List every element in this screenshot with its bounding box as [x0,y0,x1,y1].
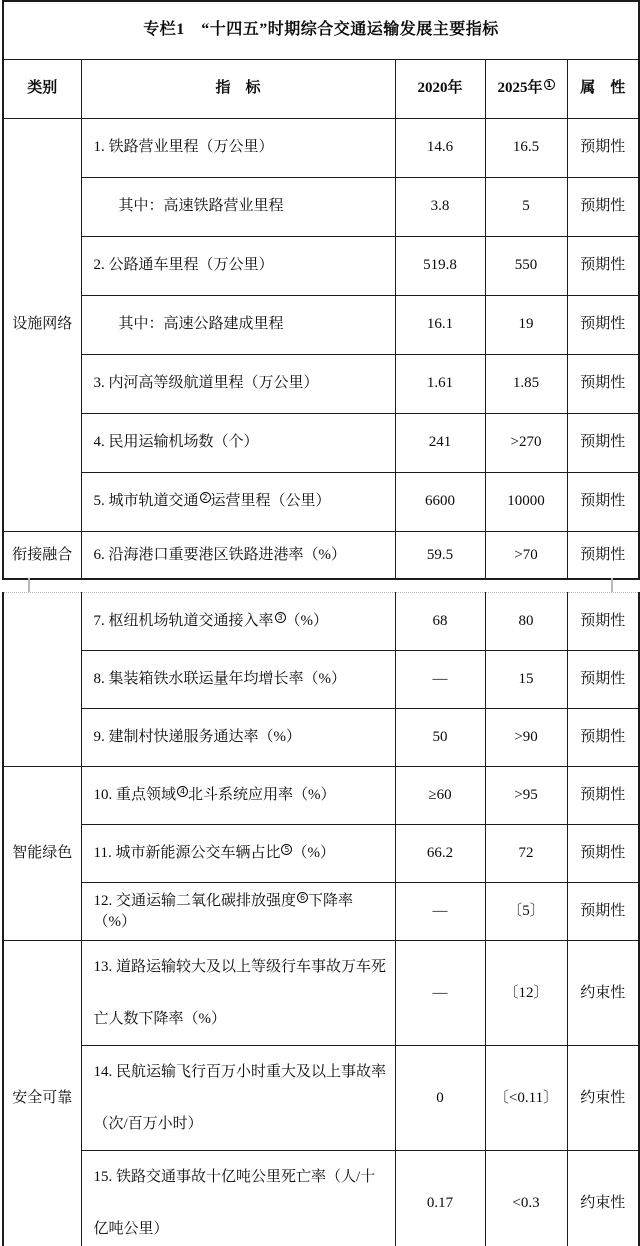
indicator-text: 2. 公路通车里程（万公里） [93,257,274,274]
value-2025-cell: >70 [485,531,567,579]
attribute-cell: 预期性 [567,531,639,579]
indicator-text: 北斗系统应用率（%） [188,787,336,804]
col-header-2025 [485,59,567,118]
value-2025-cell: 〔12〕 [485,941,567,1046]
indicator-cell [81,709,395,767]
value-2020-cell: 68 [395,593,485,651]
indicator-text: 6. 沿海港口重要港区铁路进港率（%） [93,546,346,563]
indicator-cell [81,883,395,941]
indicator-text: 其中：高速铁路营业里程 [118,198,284,215]
value-2020-cell: 16.1 [395,295,485,354]
value-2025-cell: 550 [485,236,567,295]
value-2025-cell: 72 [485,825,567,883]
table-split-tick-right [611,578,613,592]
table-row [3,236,639,295]
table-row [3,295,639,354]
footnote-ref-icon: 2 [200,492,211,503]
value-2020-cell: — [395,883,485,941]
attribute-cell: 预期性 [567,177,639,236]
table-row [3,531,639,579]
category-cell-smart-green: 智能绿色 [3,767,81,941]
footnote-ref-icon: 6 [297,892,308,903]
indicator-cell [81,1046,395,1151]
indicator-cell [81,118,395,177]
attribute-cell: 预期性 [567,593,639,651]
attribute-cell: 预期性 [567,236,639,295]
table-row [3,354,639,413]
indicator-cell [81,1151,395,1246]
table-split-tick-left [28,578,30,592]
table-row [3,651,639,709]
attribute-cell: 预期性 [567,472,639,531]
value-2025-cell: 80 [485,593,567,651]
category-cell-continued [3,593,81,767]
indicator-cell [81,767,395,825]
indicator-text: （%） [292,845,335,862]
col-header-2025-label: 2025年 [497,80,543,97]
value-2020-cell: — [395,651,485,709]
attribute-cell: 约束性 [567,941,639,1046]
attribute-cell: 预期性 [567,413,639,472]
indicator-text: 9. 建制村快递服务通达率（%） [93,729,301,746]
indicator-text: 8. 集装箱铁水联运量年均增长率（%） [93,671,346,688]
indicator-text: 13. 道路运输较大及以上等级行车事故万车死亡人数下降率（%） [93,959,387,1027]
value-2025-cell: 16.5 [485,118,567,177]
table-row [3,825,639,883]
value-2025-cell: 〔<0.11〕 [485,1046,567,1151]
table-row [3,1046,639,1151]
table-row [3,883,639,941]
indicator-cell [81,825,395,883]
value-2020-cell: — [395,941,485,1046]
indicator-text: （%） [285,613,329,630]
footnote-ref-icon: 1 [544,79,555,90]
category-cell-safety: 安全可靠 [3,941,81,1246]
value-2020-cell: 1.61 [395,354,485,413]
value-2025-cell: 19 [485,295,567,354]
indicator-cell [81,354,395,413]
indicator-text: 11. 城市新能源公交车辆占比 [93,845,281,862]
indicator-cell [81,941,395,1046]
attribute-cell: 预期性 [567,354,639,413]
table-row [3,472,639,531]
header-row [3,59,639,118]
indicator-text: 3. 内河高等级航道里程（万公里） [93,375,319,392]
attribute-cell: 约束性 [567,1151,639,1246]
table-row [3,709,639,767]
indicator-text: 其中：高速公路建成里程 [118,316,284,333]
table-row [3,767,639,825]
indicator-cell [81,593,395,651]
indicator-cell [81,236,395,295]
indicator-cell [81,531,395,579]
indicator-text: 运营里程（公里） [210,493,331,510]
attribute-cell: 预期性 [567,825,639,883]
footnote-ref-icon: 5 [281,844,292,855]
value-2025-cell: 15 [485,651,567,709]
value-2025-cell: 1.85 [485,354,567,413]
indicator-text: 5. 城市轨道交通 [93,493,199,510]
value-2025-cell: 〔5〕 [485,883,567,941]
col-header-category: 类别 [3,59,81,118]
value-2020-cell: 66.2 [395,825,485,883]
attribute-cell: 预期性 [567,651,639,709]
table-row [3,118,639,177]
value-2020-cell: 0 [395,1046,485,1151]
title-row [3,1,639,59]
attribute-cell: 预期性 [567,767,639,825]
category-cell-facility-network: 设施网络 [3,118,81,531]
indicator-cell [81,651,395,709]
indicator-text: 15. 铁路交通事故十亿吨公里死亡率（人/十亿吨公里） [93,1169,376,1237]
indicator-text: 1. 铁路营业里程（万公里） [93,139,274,156]
table-title: 专栏1 “十四五”时期综合交通运输发展主要指标 [3,1,639,59]
col-header-attribute: 属 性 [567,59,639,118]
value-2020-cell: ≥60 [395,767,485,825]
footnote-ref-icon: 3 [275,612,286,623]
indicators-table-part1 [2,0,640,580]
value-2020-cell: 0.17 [395,1151,485,1246]
table-row [3,593,639,651]
value-2025-cell: 10000 [485,472,567,531]
indicator-text: 12. 交通运输二氧化碳排放强度 [93,893,297,910]
value-2020-cell: 6600 [395,472,485,531]
value-2020-cell: 14.6 [395,118,485,177]
table-row [3,1151,639,1246]
indicator-cell [81,472,395,531]
value-2025-cell: <0.3 [485,1151,567,1246]
value-2020-cell: 241 [395,413,485,472]
value-2020-cell: 59.5 [395,531,485,579]
value-2025-cell: 5 [485,177,567,236]
value-2025-cell: >90 [485,709,567,767]
attribute-cell: 预期性 [567,709,639,767]
footnote-ref-icon: 4 [177,786,188,797]
attribute-cell: 约束性 [567,1046,639,1151]
value-2025-cell: >95 [485,767,567,825]
attribute-cell: 预期性 [567,883,639,941]
indicator-cell [81,177,395,236]
table-row [3,413,639,472]
indicator-text: 10. 重点领域 [93,787,177,804]
value-2020-cell: 50 [395,709,485,767]
indicator-text: 下降率（%） [93,893,354,930]
table-row [3,941,639,1046]
col-header-2020: 2020年 [395,59,485,118]
col-header-indicator: 指 标 [81,59,395,118]
indicator-cell [81,413,395,472]
value-2020-cell: 3.8 [395,177,485,236]
indicator-text: 4. 民用运输机场数（个） [93,434,259,451]
value-2025-cell: >270 [485,413,567,472]
attribute-cell: 预期性 [567,295,639,354]
category-cell-connectivity: 衔接融合 [3,531,81,579]
indicator-cell [81,295,395,354]
indicator-text: 7. 枢纽机场轨道交通接入率 [93,613,274,630]
indicators-table-part2 [2,592,640,1246]
table-row [3,177,639,236]
value-2020-cell: 519.8 [395,236,485,295]
attribute-cell: 预期性 [567,118,639,177]
indicator-text: 14. 民航运输飞行百万小时重大及以上事故率（次/百万小时） [93,1064,387,1132]
